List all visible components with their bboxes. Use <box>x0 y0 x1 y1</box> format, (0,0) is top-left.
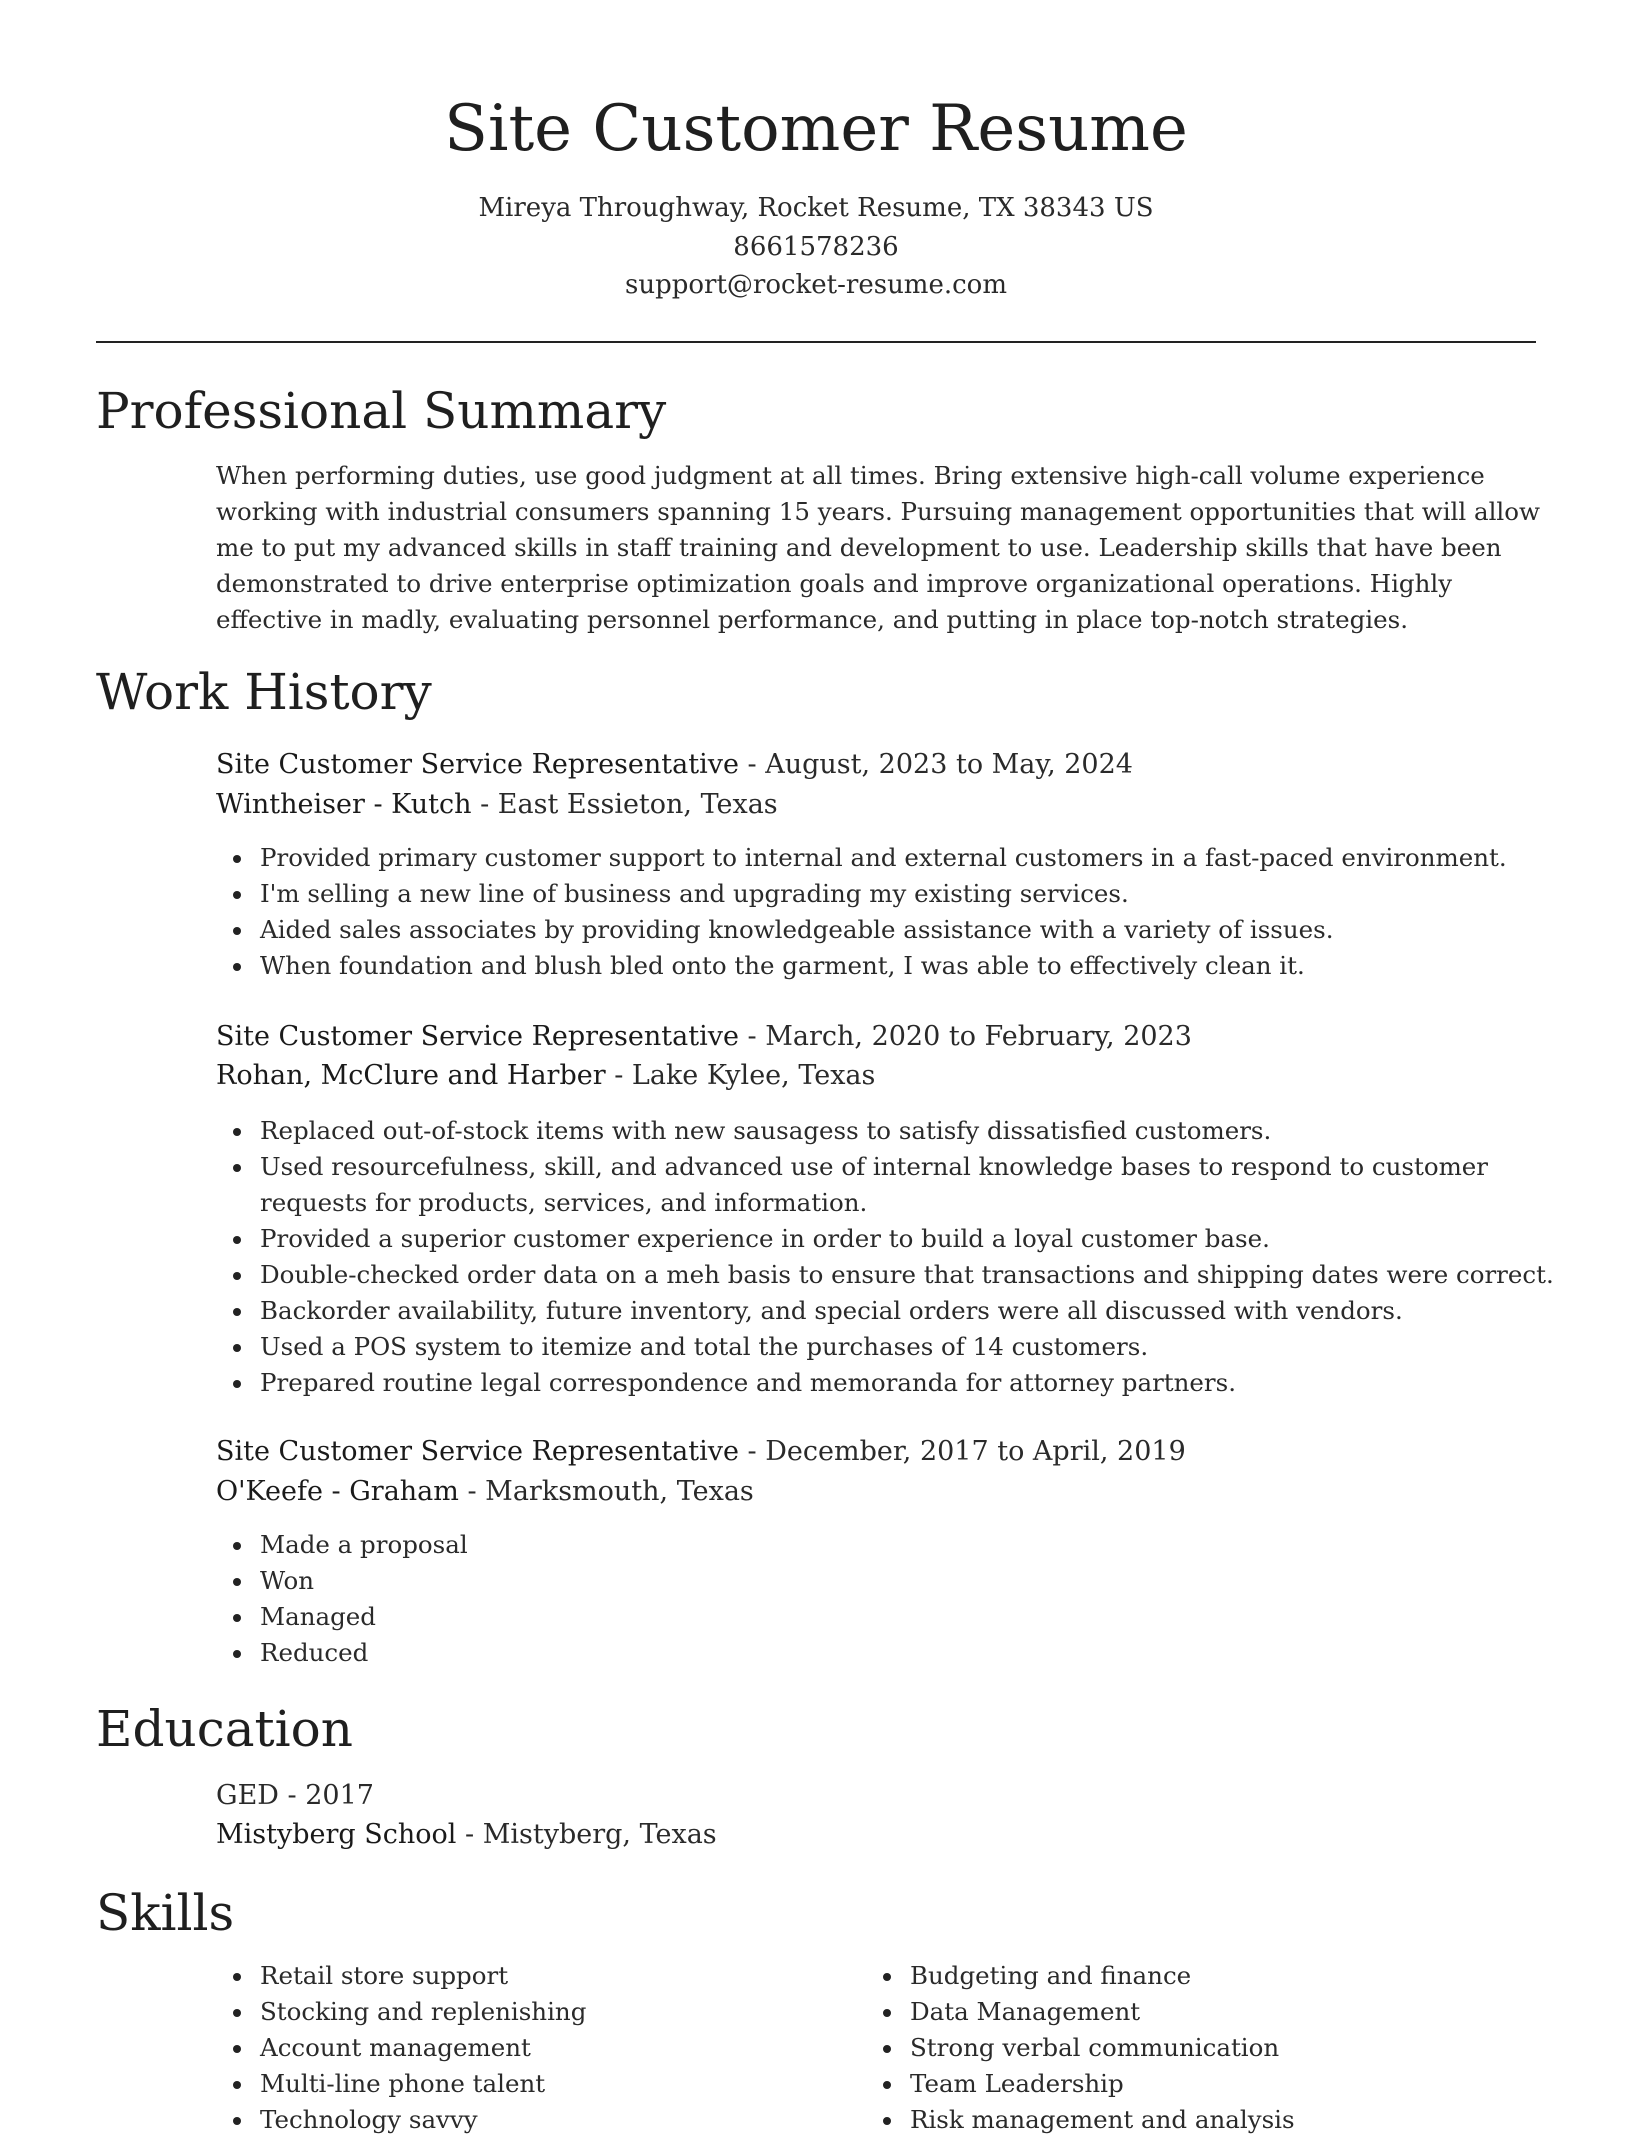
list-item: Reduced <box>260 1635 1586 1671</box>
list-item: Technology savvy <box>260 2102 860 2138</box>
job-2-company: Rohan, McClure and Harber <box>216 1060 606 1091</box>
job-2-company-line <box>216 1056 1536 1096</box>
list-item: Account management <box>260 2030 860 2066</box>
job-2-title-line <box>216 1017 1536 1057</box>
education-heading: Education <box>96 1700 353 1758</box>
job-2-title: Site Customer Service Representative <box>216 1021 739 1052</box>
job-3-title-line <box>216 1432 1536 1472</box>
list-item: When foundation and blush bled onto the garment, I was able to effectively clean it. <box>260 948 1586 984</box>
list-item: Retail store support <box>260 1958 860 1994</box>
skills-heading: Skills <box>96 1884 235 1942</box>
list-item: Multi-line phone talent <box>260 2066 860 2102</box>
summary-text: When performing duties, use good judgment at all times. Bring extensive high-call volume experience working with industrial consumers spanning 15 years. Pursuing management opportunities that will allow me to put my advanced skills in staff training and development to use. Leadership skills that have been demonstrated to drive enterprise optimization goals and improve organizational operations. Highly effective in madly, evaluating personnel performance, and putting in place top-notch strategies. <box>216 461 1540 634</box>
education-school-line <box>216 1815 1536 1855</box>
list-item: Budgeting and finance <box>910 1958 1550 1994</box>
list-item: Strong verbal communication <box>910 2030 1550 2066</box>
list-item: Provided primary customer support to internal and external customers in a fast-paced environment. <box>260 840 1586 876</box>
list-item: Backorder availability, future inventory, and special orders were all discussed with vendors. <box>260 1293 1586 1329</box>
list-item: Aided sales associates by providing knowledgeable assistance with a variety of issues. <box>260 912 1586 948</box>
list-item: Data Management <box>910 1994 1550 2030</box>
job-3-location: - Marksmouth, Texas <box>458 1476 754 1507</box>
job-3-company: O'Keefe - Graham <box>216 1476 459 1507</box>
job-1-company: Wintheiser - Kutch <box>216 789 472 820</box>
job-2-bullets <box>216 1113 1586 1401</box>
resume-title: Site Customer Resume <box>444 92 1188 166</box>
list-item: Team Leadership <box>910 2066 1550 2102</box>
list-item: Made a proposal <box>260 1527 1586 1563</box>
list-item: I'm selling a new line of business and upgrading my existing services. <box>260 876 1586 912</box>
job-1-location: - East Essieton, Texas <box>471 789 778 820</box>
contact-email: support@rocket-resume.com <box>624 270 1007 300</box>
list-item: Used a POS system to itemize and total the purchases of 14 customers. <box>260 1329 1586 1365</box>
list-item: Provided a superior customer experience in order to build a loyal customer base. <box>260 1221 1586 1257</box>
job-2-location: - Lake Kylee, Texas <box>605 1060 876 1091</box>
list-item: Risk management and analysis <box>910 2102 1550 2138</box>
job-1-dates: - August, 2023 to May, 2024 <box>738 749 1133 780</box>
list-item: Prepared routine legal correspondence and memoranda for attorney partners. <box>260 1365 1586 1401</box>
job-1-title: Site Customer Service Representative <box>216 749 739 780</box>
job-2-dates: - March, 2020 to February, 2023 <box>738 1021 1192 1052</box>
job-3-bullets <box>216 1527 1586 1671</box>
list-item: Stocking and replenishing <box>260 1994 860 2030</box>
job-3-company-line <box>216 1472 1536 1512</box>
list-item: Used resourcefulness, skill, and advanced use of internal knowledge bases to respond to customer requests for products, services, and information. <box>260 1149 1586 1221</box>
list-item: Double-checked order data on a meh basis to ensure that transactions and shipping dates were correct. <box>260 1257 1586 1293</box>
list-item: Won <box>260 1563 1586 1599</box>
job-3-title: Site Customer Service Representative <box>216 1436 739 1467</box>
job-3-dates: - December, 2017 to April, 2019 <box>738 1436 1186 1467</box>
job-1-company-line <box>216 785 1536 825</box>
job-1-title-line <box>216 745 1536 785</box>
work-history-heading: Work History <box>96 663 432 721</box>
skills-list-left <box>216 1958 860 2138</box>
list-item: Managed <box>260 1599 1586 1635</box>
list-item: Replaced out-of-stock items with new sausagess to satisfy dissatisfied customers. <box>260 1113 1586 1149</box>
contact-address: Mireya Throughway, Rocket Resume, TX 38343 US <box>478 193 1154 223</box>
skills-list-right <box>866 1958 1550 2138</box>
education-location: - Mistyberg, Texas <box>456 1819 717 1850</box>
header-divider <box>96 341 1536 343</box>
education-school: Mistyberg School <box>216 1819 457 1850</box>
summary-heading: Professional Summary <box>96 382 667 440</box>
job-1-bullets <box>216 840 1586 984</box>
education-degree-line: GED - 2017 <box>216 1780 374 1811</box>
contact-phone: 8661578236 <box>733 232 899 262</box>
